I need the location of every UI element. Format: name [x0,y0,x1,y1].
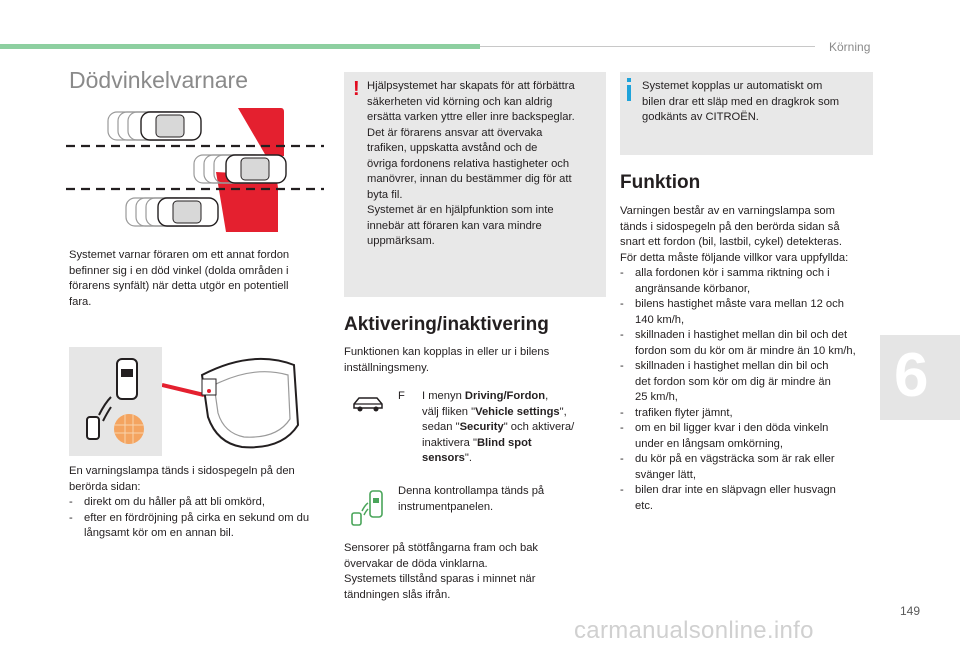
list-item: - skillnaden i hastighet mellan din bil och det fordon som du kör om är mindre än 10 km/h, [620,328,880,359]
car-upper [141,112,201,140]
function-text: Varningen består av en varningslampa som tänds i sidospegeln på den berörda sidan så snart ett fordon (bil, lastbil, cykel) detekteras. För detta måste följande villkor vara uppfyllda: - alla fordonen kör i samma riktning och i angränsande körbanor, - bilens hastighet måste vara mellan 12 och 140 km/h, - skillnaden i hastighet mellan din bil och det fordon som du kör om är mindre än 10 km/h, - skillnaden i hastighet mellan din bil och det fordon som kör om dig är mindre än 25 km/h, - trafiken flyter jämnt, - om en bil ligger kvar i den döda vinkeln under en långsam omkörning, - du kör på en vägsträcka som är rak eller svänger lätt, - bilen drar inte en släpvagn eller husvagn etc. [620,204,880,514]
list-item: - alla fordonen kör i samma riktning och i angränsande körbanor, [620,266,880,297]
info-icon [627,85,631,101]
side-mirror-image [162,355,302,456]
watermark: carmanualsonline.info [574,617,814,644]
warning-exclamation-icon: ! [353,78,360,100]
car-settings-icon [351,394,385,414]
lamp-description: En varningslampa tänds i sidospegeln på den berörda sidan: - direkt om du håller på att bli omkörd, - efter en fördröjning på cirka en sekund om du långsamt kör om en annan bil. [69,464,339,542]
function-heading: Funktion [620,172,701,193]
info-icon-dot [627,78,631,82]
info-text: Systemet kopplas ur automatiskt om bilen drar ett släp med en dragkrok som godkänts av CITROËN. [642,80,840,123]
car-lower [158,198,218,226]
warning-text: Hjälpsystemet har skapats för att förbättra säkerheten vid körning och kan aldrig ersätta varken yttre eller inre backspeglar. Det är förarens ansvar att övervaka trafiken, uppskatta avstånd och de övriga fordonens relativa hastigheter och manövrer, innan du bestämmer dig för att byta fil. Systemet är en hjälpfunktion som inte innebär att föraren kan vara mindre uppmärksam. [367,80,575,247]
header-accent-bar [0,44,480,49]
page-title: Dödvinkelvarnare [69,67,248,93]
list-item: - efter en fördröjning på cirka en sekund om du långsamt kör om en annan bil. [69,511,339,542]
blind-spot-lamp-icon [69,347,162,456]
section-title: Körning [829,40,871,54]
indicator-lamp-icon [346,487,386,527]
blind-spot-diagram [66,100,324,242]
list-item: - direkt om du håller på att bli omkörd, [69,495,339,511]
menu-step: F I menyn Driving/Fordon, välj fliken "Vehicle settings", sedan "Security" och aktivera/ inaktivera "Blind spot sensors". [398,390,575,464]
list-item: - du kör på en vägsträcka som är rak eller svänger lätt, [620,452,880,483]
intro-text: Systemet varnar föraren om ett annat fordon befinner sig i en död vinkel (dolda områden i förarens synfält) när detta utgör en potentiell fara. [69,249,290,308]
page-number: 149 [900,604,921,618]
list-item: - bilens hastighet måste vara mellan 12 och 140 km/h, [620,297,880,328]
list-item: - om en bil ligger kvar i den döda vinkeln under en långsam omkörning, [620,421,880,452]
sensor-text: Sensorer på stötfångarna fram och bak övervakar de döda vinklarna. Systemets tillstånd sparas i minnet när tändningen slås ifrån. [344,542,539,601]
blind-zone-upper [238,108,284,156]
indicator-text: Denna kontrollampa tänds på instrumentpanelen. [398,485,545,513]
chapter-number: 6 [894,341,929,410]
list-item: - bilen drar inte en släpvagn eller husvagn etc. [620,483,880,514]
activation-intro: Funktionen kan kopplas in eller ur i bilens inställningsmeny. [344,346,550,374]
activation-heading: Aktivering/inaktivering [344,314,549,335]
list-item: - skillnaden i hastighet mellan din bil och det fordon som kör om dig är mindre än 25 km/h, [620,359,880,406]
car-own [226,155,286,183]
list-item: - trafiken flyter jämnt, [620,406,880,422]
header-rule [480,46,815,47]
arrow-glyph: F [398,390,405,402]
